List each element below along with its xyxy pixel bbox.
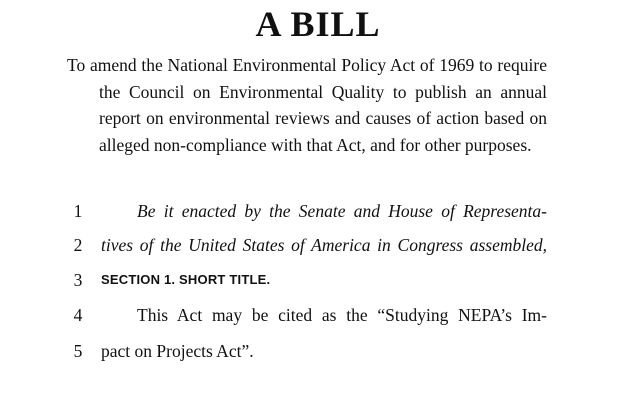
- section-heading: SECTION 1. SHORT TITLE.: [101, 272, 271, 287]
- enacting-clause-part-2: tives of the United States of America in Congress assembled,: [101, 235, 547, 255]
- line-number: 3: [73, 270, 83, 290]
- bill-line-5: [0, 338, 636, 364]
- enacting-clause-part-1: Be it enacted by the Senate and House of Representa-: [137, 201, 547, 221]
- line-number: 1: [73, 201, 83, 221]
- bill-purpose-text: To amend the National Environmental Policy Act of 1969 to require the Council on Environmental Quality to publish an annual report on environmental reviews and causes of action based on alleged non-compliance with that Act, and for other purposes.: [67, 55, 547, 155]
- bill-title: A BILL: [255, 4, 381, 44]
- bill-line-4: [0, 302, 636, 328]
- bill-line-1: [0, 198, 636, 224]
- line-number: 5: [73, 341, 83, 361]
- bill-line-3: [0, 267, 636, 293]
- line-number: 4: [73, 305, 83, 325]
- bill-line-2: [0, 232, 636, 258]
- short-title-text-part-2: pact on Projects Act”.: [101, 341, 254, 361]
- short-title-text-part-1: This Act may be cited as the “Studying NEPA’s Im-: [137, 305, 547, 325]
- bill-purpose: [67, 52, 547, 158]
- line-number: 2: [73, 235, 83, 255]
